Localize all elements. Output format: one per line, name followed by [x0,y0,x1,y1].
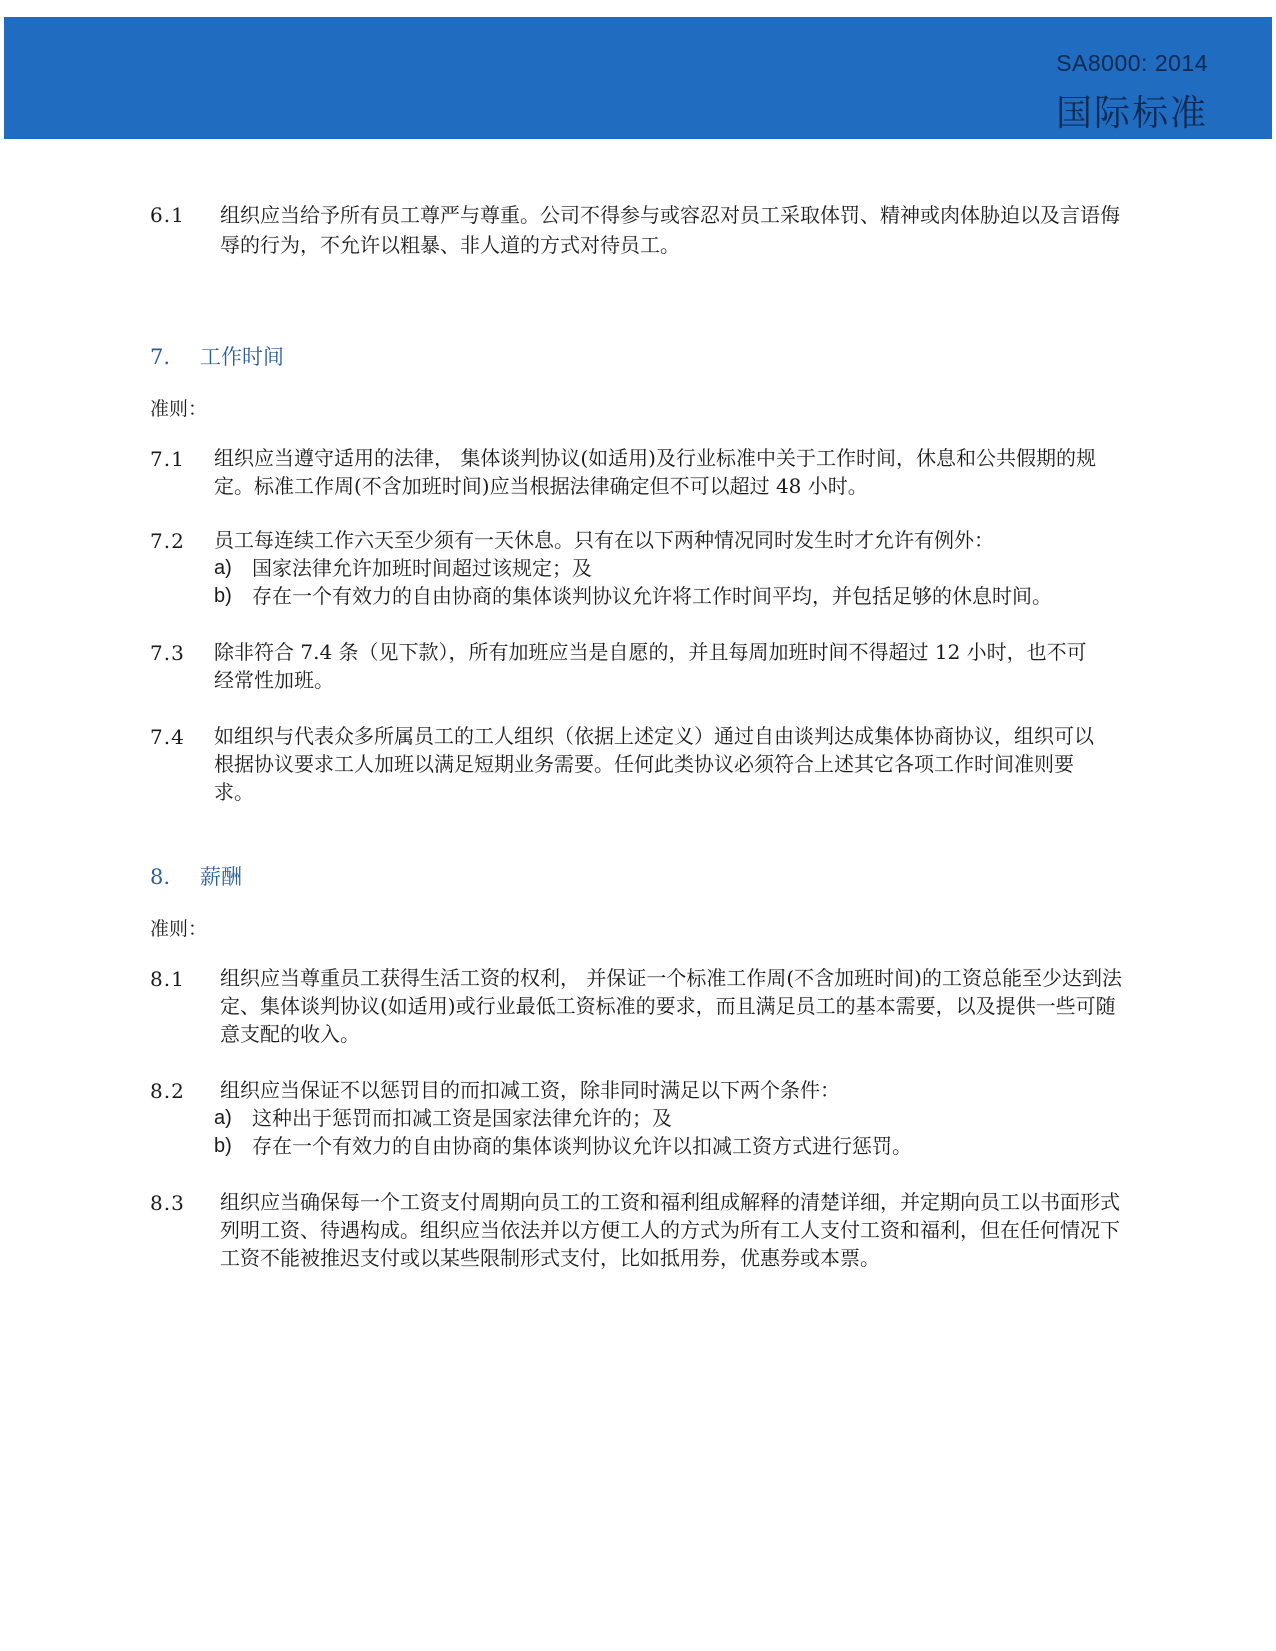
clause-text: 除非符合 7.4 条（见下款），所有加班应当是自愿的，并且每周加班时间不得超过 12 小时，也不可经常性加班。 [214,640,1087,692]
list-item [214,582,1130,610]
clause-7-2 [150,526,1130,610]
list-item-text: 国家法律允许加班时间超过该规定；及 [252,556,592,580]
standard-title: 国际标准 [1055,93,1208,134]
header-band [4,17,1272,139]
section-8-heading [150,862,1130,892]
clause-text: 组织应当遵守适用的法律， 集体谈判协议(如适用)及行业标准中关于工作时间，休息和公共假期的规定。标准工作周(不含加班时间)应当根据法律确定但不可以超过 48 小时。 [214,446,1096,498]
list-item [214,1132,1130,1160]
list-item-mark: a) [214,1107,232,1129]
clause-8-2 [150,1076,1130,1160]
clause-number: 8.1 [150,967,185,991]
clause-7-3 [150,638,1130,694]
section-7-heading [150,342,1130,372]
document-body [150,200,1130,1272]
clause-text: 员工每连续工作六天至少须有一天休息。只有在以下两种情况同时发生时才允许有例外： [214,528,994,552]
standard-code: SA8000: 2014 [1056,50,1208,76]
clause-number: 7.3 [150,641,185,665]
clause-text: 如组织与代表众多所属员工的工人组织（依据上述定义）通过自由谈判达成集体协商协议，组织可以根据协议要求工人加班以满足短期业务需要。任何此类协议必须符合上述其它各项工作时间准则要求。 [214,724,1094,804]
list-item [214,1104,1130,1132]
clause-number: 7.2 [150,529,185,553]
clause-number: 7.1 [150,447,185,471]
list-item-text: 这种出于惩罚而扣减工资是国家法律允许的；及 [252,1106,672,1130]
section-title: 工作时间 [200,345,284,369]
clause-7-1 [150,444,1130,500]
clause-text: 组织应当尊重员工获得生活工资的权利， 并保证一个标准工作周(不含加班时间)的工资总能至少达到法定、集体谈判协议(如适用)或行业最低工资标准的要求，而且满足员工的基本需要，以及提供一些可随意支配的收入。 [220,966,1122,1046]
list-item-mark: b) [214,1135,232,1157]
clause-number: 8.2 [150,1079,185,1103]
list-item-mark: b) [214,585,232,607]
clause-6-1 [150,200,1130,260]
list-item-text: 存在一个有效力的自由协商的集体谈判协议允许将工作时间平均，并包括足够的休息时间。 [252,584,1052,608]
list-item-text: 存在一个有效力的自由协商的集体谈判协议允许以扣减工资方式进行惩罚。 [252,1134,912,1158]
section-number: 7. [150,345,171,369]
clause-number: 7.4 [150,725,185,749]
rule-label: 准则： [150,918,208,940]
section-number: 8. [150,865,171,889]
clause-8-3 [150,1188,1130,1272]
list-item-mark: a) [214,557,232,579]
clause-number: 6.1 [150,203,185,227]
clause-text: 组织应当确保每一个工资支付周期向员工的工资和福利组成解释的清楚详细，并定期向员工以书面形式列明工资、待遇构成。组织应当依法并以方便工人的方式为所有工人支付工资和福利，但在任何情况下工资不能被推迟支付或以某些限制形式支付，比如抵用券，优惠券或本票。 [220,1190,1120,1270]
section-title: 薪酬 [200,865,242,889]
clause-text: 组织应当给予所有员工尊严与尊重。公司不得参与或容忍对员工采取体罚、精神或肉体胁迫以及言语侮辱的行为，不允许以粗暴、非人道的方式对待员工。 [220,203,1120,257]
list-item [214,554,1130,582]
clause-number: 8.3 [150,1191,185,1215]
clause-text: 组织应当保证不以惩罚目的而扣减工资，除非同时满足以下两个条件： [220,1078,840,1102]
rule-label: 准则： [150,398,208,420]
clause-8-1 [150,964,1130,1048]
clause-7-4 [150,722,1130,806]
